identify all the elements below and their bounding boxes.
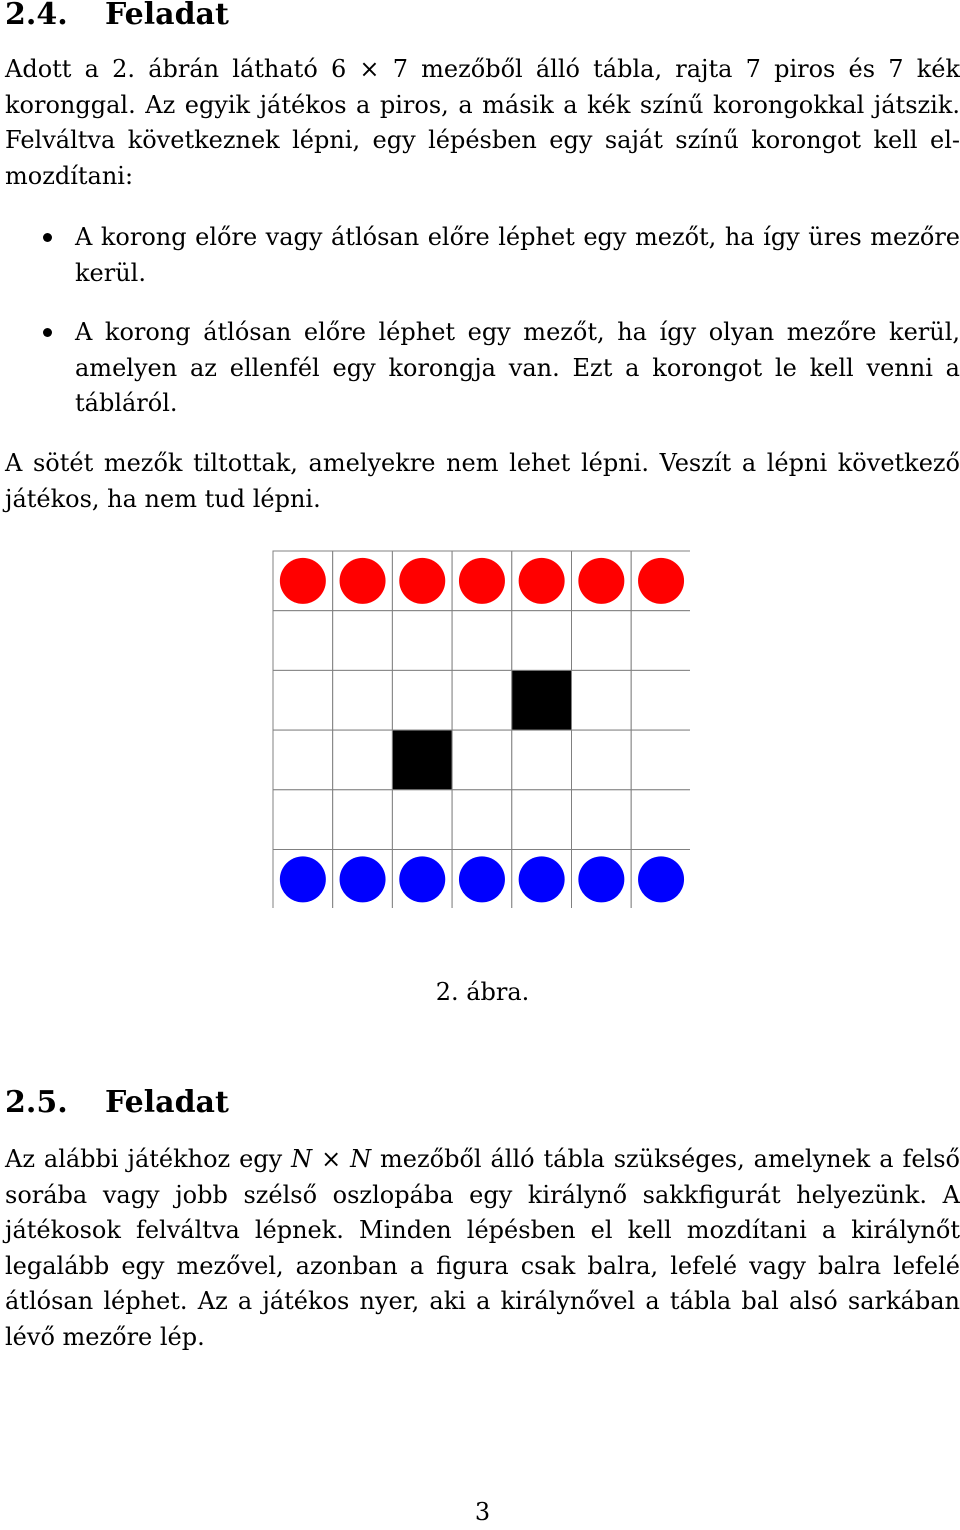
board-cell xyxy=(631,670,690,730)
section-number: 2.4. xyxy=(5,0,68,32)
board-cell xyxy=(333,670,393,730)
blue-disc xyxy=(519,856,565,902)
board-cell xyxy=(392,670,452,730)
blue-disc xyxy=(459,856,505,902)
board-cell xyxy=(572,730,632,790)
board-cell xyxy=(572,611,632,671)
intro-paragraph: Adott a 2. ábrán látható 6 × 7 mezőből álló tábla, rajta 7 piros és 7 kék koronggal. Az egyik játékos a piros, a másik a kék színű korongokkal játszik. Felváltva következnek lépni, egy lépésben egy saját színű korongot kell elmozdítani: xyxy=(5,55,960,190)
board-cell xyxy=(273,611,333,671)
board-cell xyxy=(452,611,512,671)
red-disc xyxy=(638,558,684,604)
blue-disc xyxy=(340,856,386,902)
blue-disc xyxy=(280,856,326,902)
board-cell xyxy=(512,611,572,671)
math-n: N xyxy=(350,1145,372,1173)
section-number: 2.5. xyxy=(5,1085,68,1120)
times-symbol: × xyxy=(312,1145,351,1173)
red-disc xyxy=(280,558,326,604)
blue-disc xyxy=(578,856,624,902)
math-n: N xyxy=(291,1145,313,1173)
board-cell xyxy=(273,790,333,850)
board-cell xyxy=(392,790,452,850)
board-cell xyxy=(333,611,393,671)
board-cell xyxy=(273,670,333,730)
rule-text: A korong előre vagy átlósan előre léphet egy mezőt, ha így üres mezőre kerül. xyxy=(75,223,960,287)
board-cell xyxy=(333,790,393,850)
red-disc xyxy=(340,558,386,604)
board-cell xyxy=(452,670,512,730)
task-text-start: Az alábbi játékhoz egy xyxy=(5,1145,292,1173)
red-disc xyxy=(399,558,445,604)
red-disc xyxy=(578,558,624,604)
board-cell xyxy=(452,790,512,850)
board-cell xyxy=(572,790,632,850)
bullet-icon xyxy=(43,328,52,337)
forbidden-cell xyxy=(392,730,452,790)
board-cell xyxy=(631,611,690,671)
board-cell xyxy=(631,790,690,850)
board-cell xyxy=(333,730,393,790)
rule-text: A korong átlósan előre léphet egy mezőt, ha így olyan mezőre kerül, amelyen az ellenfél egy korongja van. Ezt a korongot le kell venni a tábláról. xyxy=(75,318,960,417)
blue-disc xyxy=(399,856,445,902)
section-heading-2-5 xyxy=(5,1085,229,1120)
task-paragraph xyxy=(5,1142,960,1355)
bullet-icon xyxy=(43,233,52,242)
board-cell xyxy=(512,730,572,790)
board-cell xyxy=(392,611,452,671)
board-cell xyxy=(452,730,512,790)
game-board-figure xyxy=(272,550,690,908)
forbidden-cell xyxy=(512,670,572,730)
outro-paragraph: A sötét mezők tiltottak, amelyekre nem lehet lépni. Veszít a lépni következő játékos, ha nem tud lépni. xyxy=(5,449,960,513)
page-number: 3 xyxy=(474,1498,491,1526)
red-disc xyxy=(459,558,505,604)
red-disc xyxy=(519,558,565,604)
figure-caption: 2. ábra. xyxy=(435,978,530,1006)
board-cell xyxy=(572,670,632,730)
section-title: Feladat xyxy=(105,1085,229,1120)
task-text-rest: mezőből álló tábla szükséges, amelynek a felső sorába vagy jobb szélső oszlopába egy királynő sakkfigurát helyezünk. A játékosok felváltva lépnek. Minden lépésben el kell mozdítani a királynőt legalább egy mezővel, azonban a figura csak balra, lefelé vagy balra lefelé átlósan léphet. Az a játékos nyer, aki a királynővel a tábla bal alsó sarkában lévő mezőre lép. xyxy=(5,1145,960,1351)
board-cell xyxy=(631,730,690,790)
board-cell xyxy=(512,790,572,850)
section-heading-2-4 xyxy=(5,0,229,30)
blue-disc xyxy=(638,856,684,902)
section-title: Feladat xyxy=(105,0,229,32)
board-cell xyxy=(273,730,333,790)
